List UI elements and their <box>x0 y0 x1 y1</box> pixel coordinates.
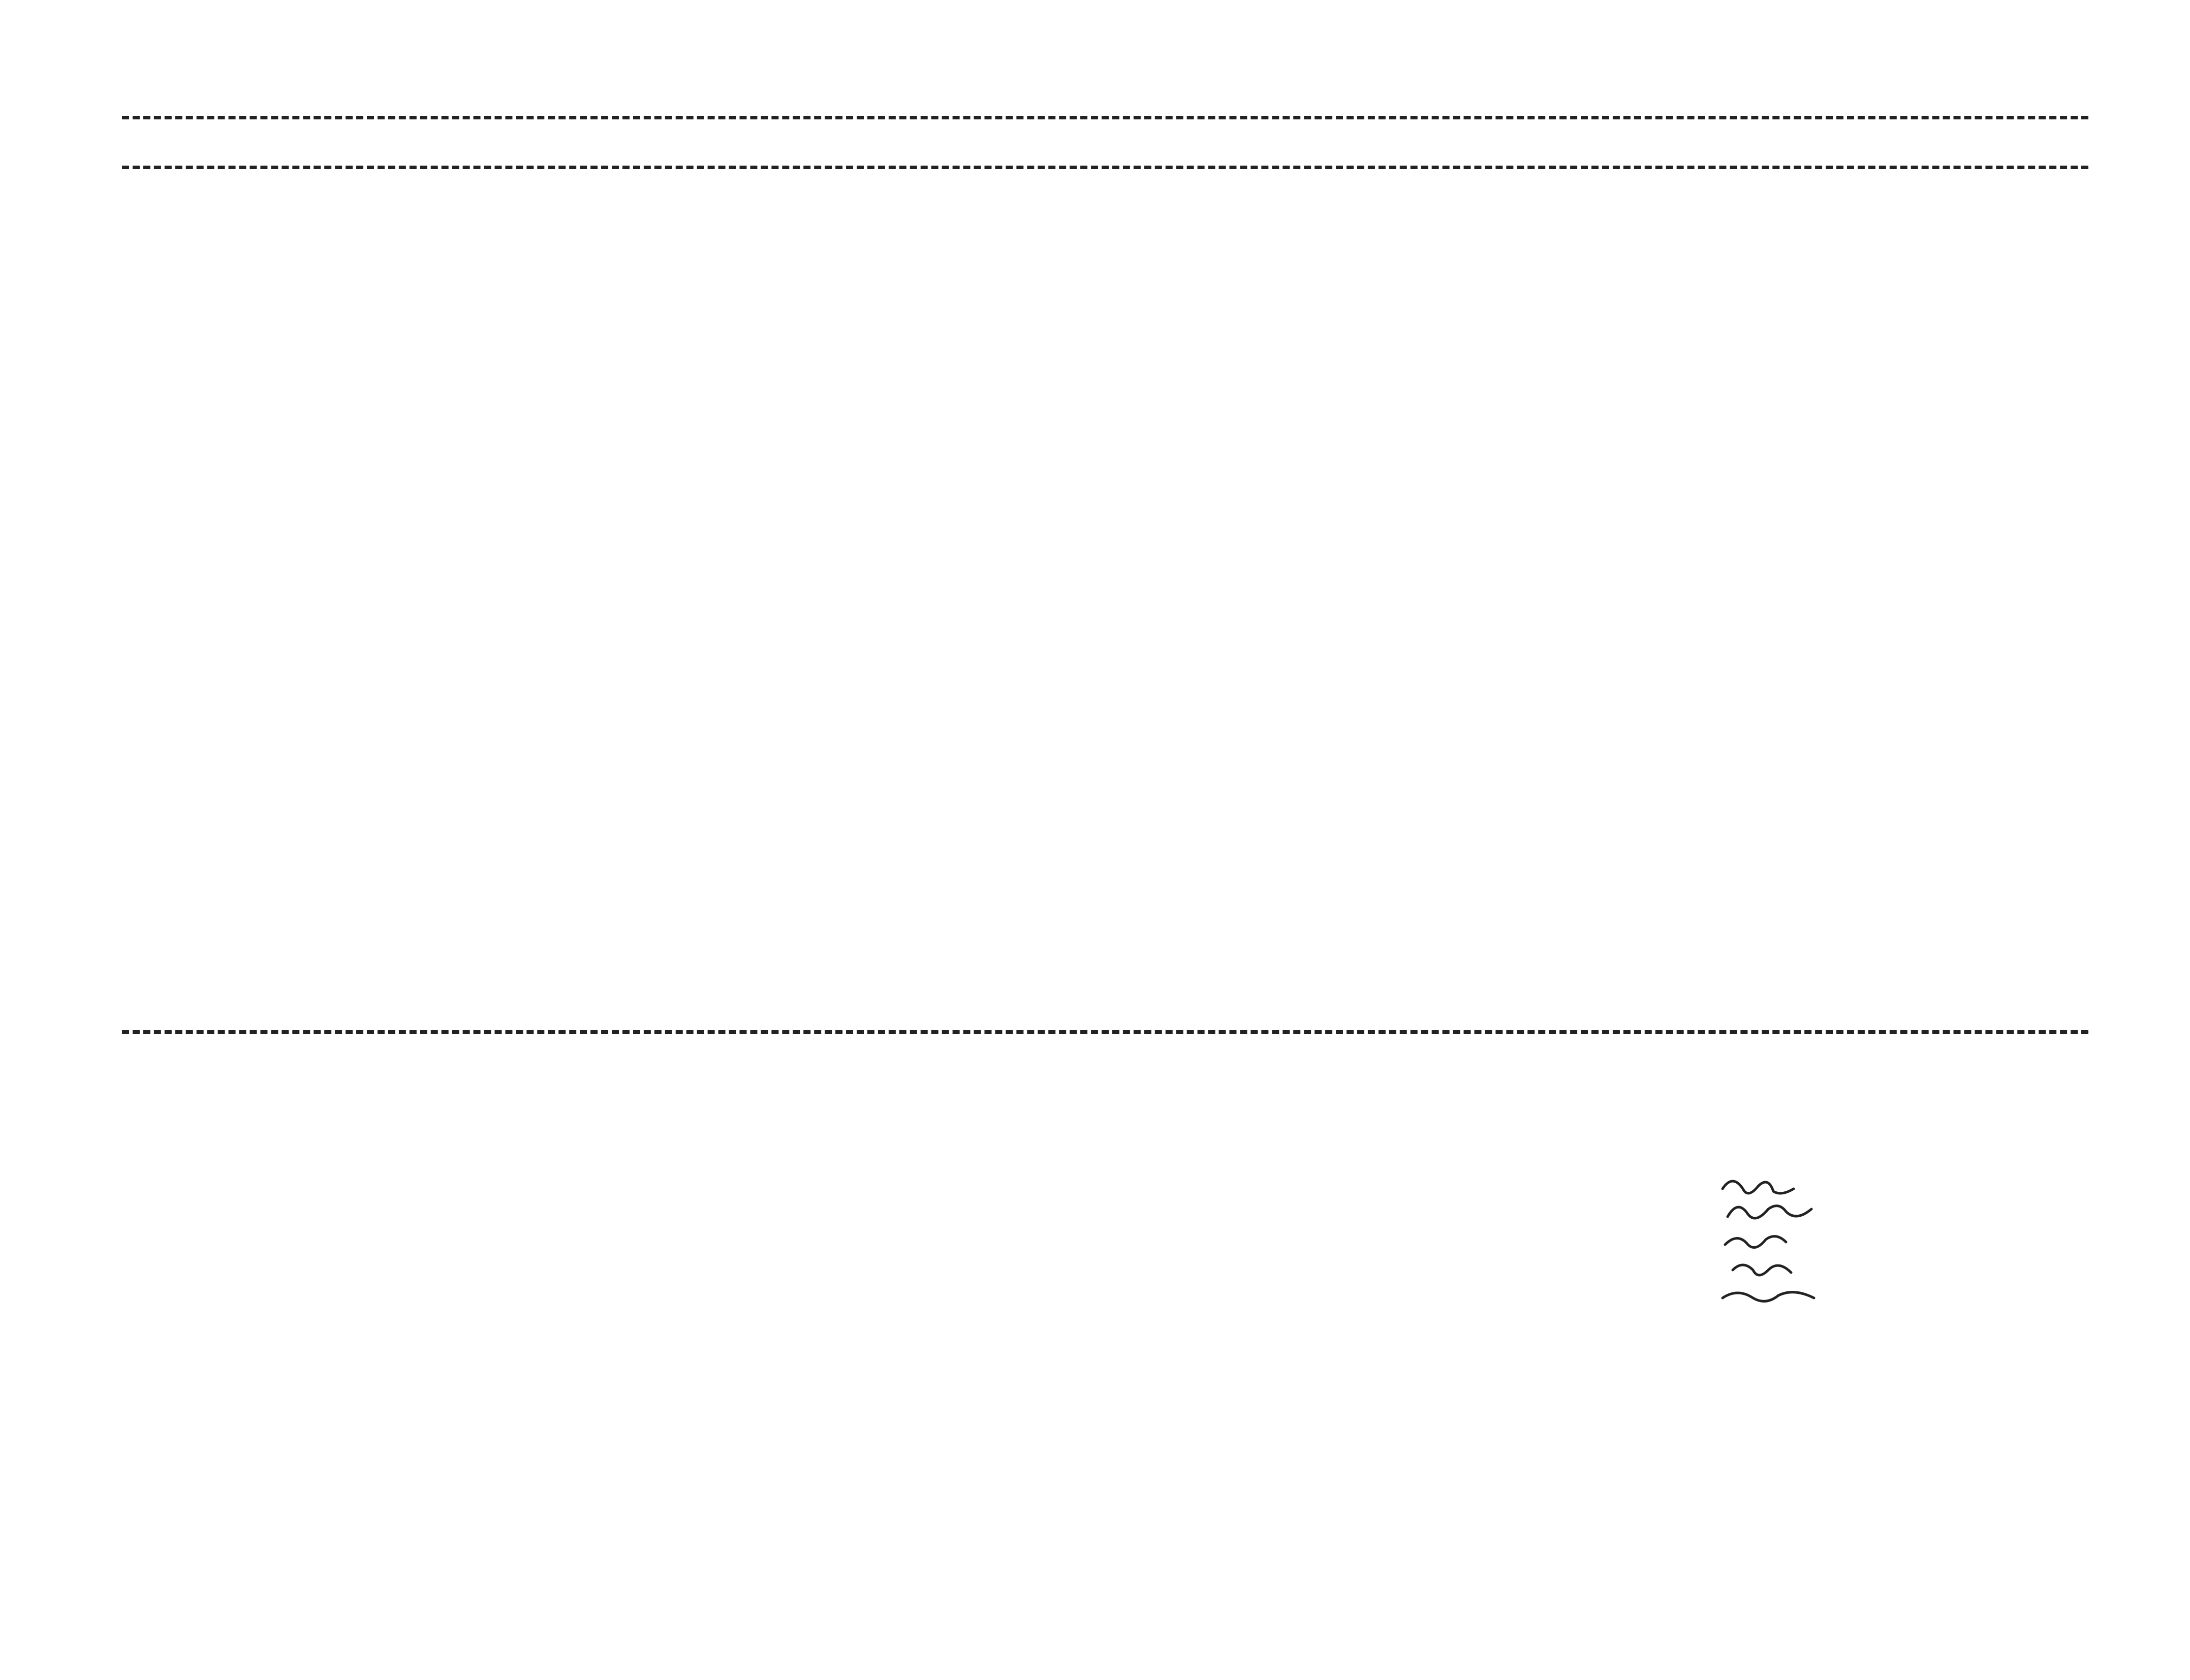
divider-header <box>122 166 2088 169</box>
divider-totals <box>122 1030 2088 1034</box>
handwritten-signatures-icon <box>1712 1168 1875 1331</box>
divider-top <box>122 116 2088 119</box>
